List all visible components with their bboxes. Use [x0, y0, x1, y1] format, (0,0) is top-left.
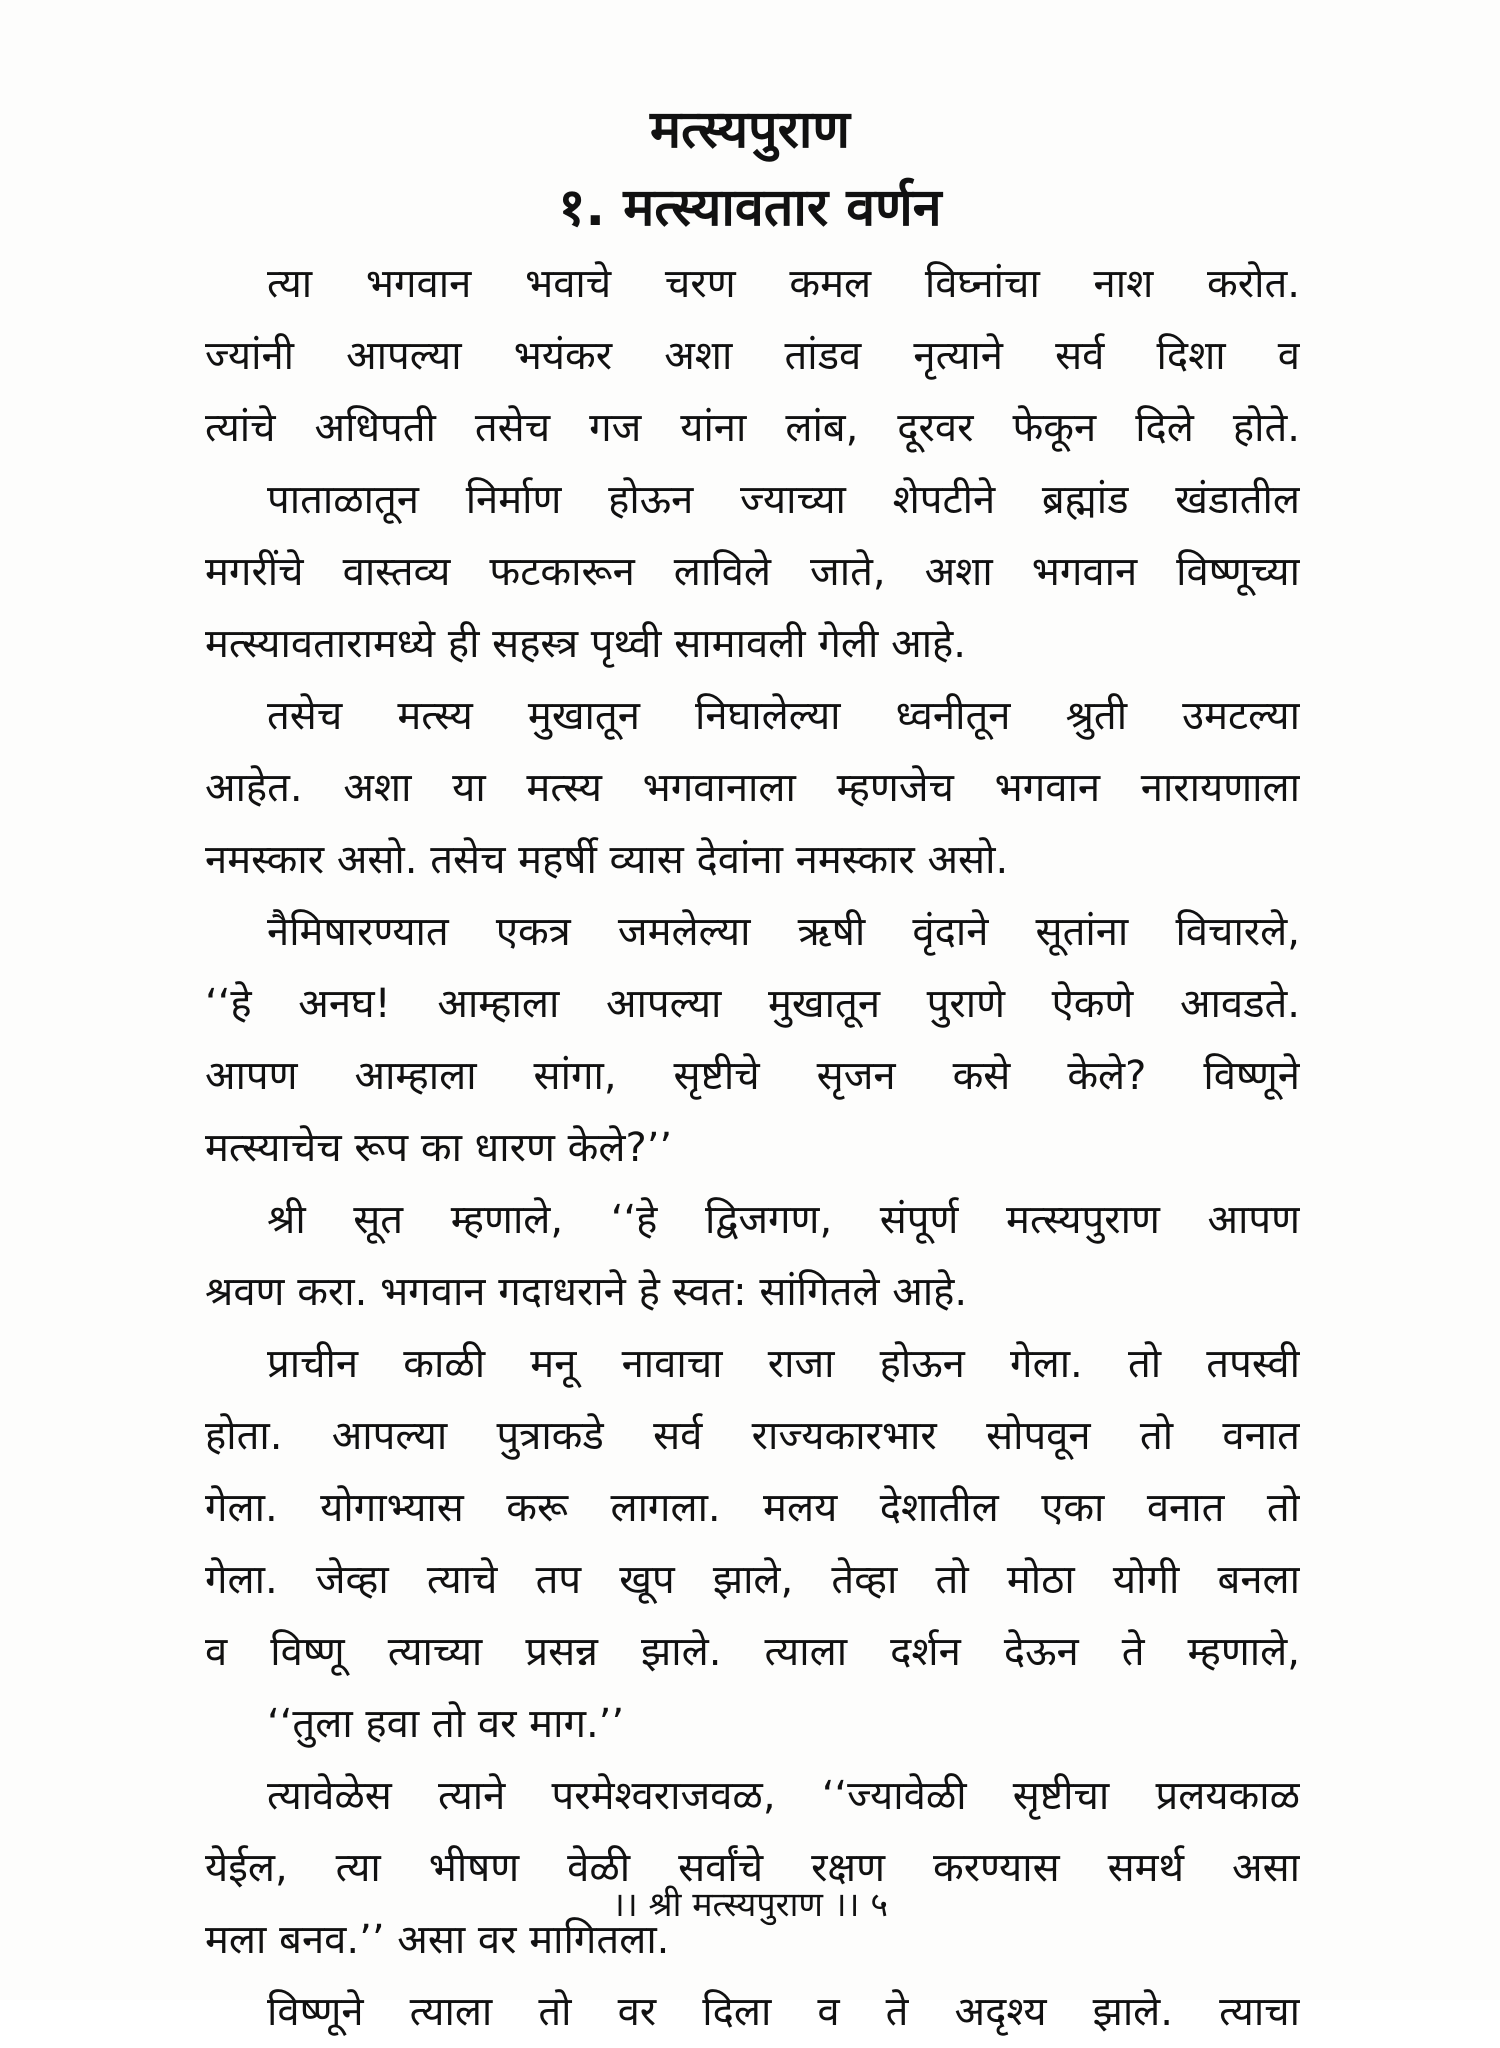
text-line: नमस्कार असो. तसेच महर्षी व्यास देवांना नमस्कार असो.	[205, 837, 1009, 883]
text-line: मगरींचे वास्तव्य फटकारून लाविले जाते, अशा भगवान विष्णूच्या	[205, 549, 1300, 595]
text-line: व विष्णू त्याच्या प्रसन्न झाले. त्याला दर्शन देऊन ते म्हणाले,	[205, 1629, 1300, 1675]
text-line: येईल, त्या भीषण वेळी सर्वांचे रक्षण करण्यास समर्थ असा	[205, 1845, 1300, 1891]
text-line: नैमिषारण्यात एकत्र जमलेल्या ऋषी वृंदाने सूतांना विचारले,	[267, 909, 1300, 955]
text-line: मला बनव.’’ असा वर मागितला.	[205, 1917, 670, 1963]
text-line: गेला. योगाभ्यास करू लागला. मलय देशातील एका वनात तो	[205, 1485, 1300, 1531]
text-line: त्या भगवान भवाचे चरण कमल विघ्नांचा नाश करोत.	[267, 261, 1300, 307]
text-line: प्राचीन काळी मनू नावाचा राजा होऊन गेला. तो तपस्वी	[267, 1341, 1300, 1387]
text-line: गेला. जेव्हा त्याचे तप खूप झाले, तेव्हा तो मोठा योगी बनला	[205, 1557, 1300, 1603]
text-line: होता. आपल्या पुत्राकडे सर्व राज्यकारभार सोपवून तो वनात	[205, 1413, 1300, 1459]
text-line: ज्यांनी आपल्या भयंकर अशा तांडव नृत्याने सर्व दिशा व	[205, 333, 1300, 379]
page-footer: ।। श्री मत्स्यपुराण ।। ५	[611, 1885, 889, 1925]
text-line: मत्स्यावतारामध्ये ही सहस्त्र पृथ्वी सामावली गेली आहे.	[205, 621, 966, 667]
text-line: मत्स्याचेच रूप का धारण केले?’’	[205, 1125, 673, 1171]
text-line: श्री सूत म्हणाले, ‘‘हे द्विजगण, संपूर्ण मत्स्यपुराण आपण	[267, 1197, 1300, 1243]
text-line: त्यांचे अधिपती तसेच गज यांना लांब, दूरवर फेकून दिले होते.	[205, 405, 1300, 451]
body-text	[205, 248, 1300, 2048]
text-line: विष्णूने त्याला तो वर दिला व ते अदृश्य झाले. त्याचा	[267, 1989, 1300, 2035]
text-line: आपण आम्हाला सांगा, सृष्टीचे सृजन कसे केले? विष्णूने	[205, 1053, 1300, 1099]
text-line: तसेच मत्स्य मुखातून निघालेल्या ध्वनीतून श्रुती उमटल्या	[267, 693, 1300, 739]
text-line: आहेत. अशा या मत्स्य भगवानाला म्हणजेच भगवान नारायणाला	[205, 765, 1300, 811]
text-line: ‘‘तुला हवा तो वर माग.’’	[267, 1701, 625, 1747]
text-line: ‘‘हे अनघ! आम्हाला आपल्या मुखातून पुराणे ऐकणे आवडते.	[205, 981, 1300, 1027]
chapter-title: १. मत्स्यावतार वर्णन	[558, 178, 942, 238]
text-line: त्यावेळेस त्याने परमेश्वराजवळ, ‘‘ज्यावेळी सृष्टीचा प्रलयकाळ	[267, 1773, 1300, 1819]
text-line: श्रवण करा. भगवान गदाधराने हे स्वत: सांगितले आहे.	[205, 1269, 968, 1315]
page-title: मत्स्यपुराण	[650, 100, 850, 160]
text-line: पाताळातून निर्माण होऊन ज्याच्या शेपटीने ब्रह्मांड खंडातील	[267, 477, 1300, 523]
